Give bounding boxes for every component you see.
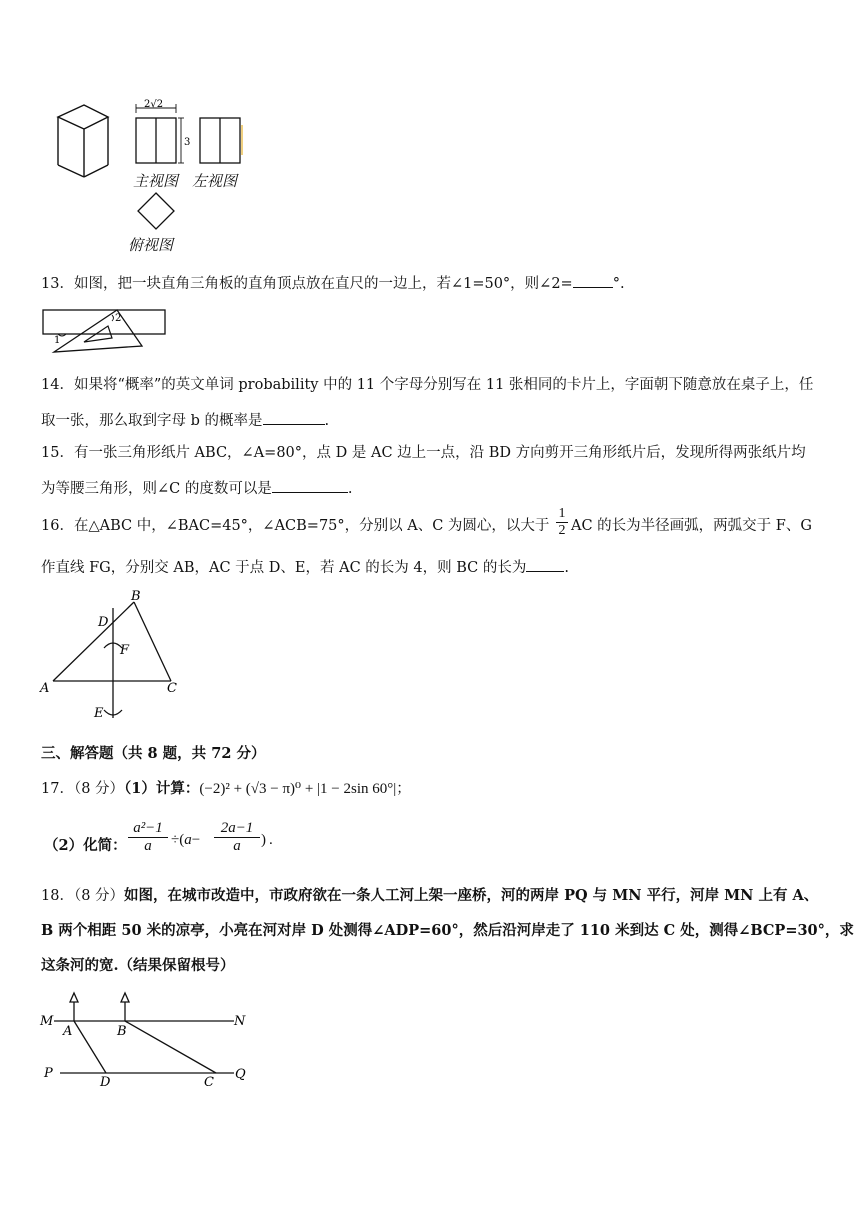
section3-title: 三、解答题（共 8 题，共 72 分）	[41, 745, 266, 762]
q17-part2-label: （2）化简：	[44, 837, 127, 854]
q16-answer-blank[interactable]	[526, 557, 564, 572]
q13-text-a: 如图，把一块直角三角板的直角顶点放在直尺的一边上，若∠1=50°，则∠2=	[73, 276, 573, 292]
dim-top-label: 2√2	[144, 99, 164, 110]
frac2	[214, 820, 260, 855]
q18-line2: B 两个相距 50 米的凉亭，小亮在河对岸 D 处测得∠ADP=60°，然后沿河岸走了 110 米到达 C 处，测得∠BCP=30°，求	[41, 922, 854, 939]
angle2-label: 2	[115, 313, 122, 324]
frac1	[128, 820, 168, 855]
q14-line1-text: 如果将“概率”的英文单词 probability 中的 11 个字母分别写在 11 张相同的卡片上，字面朝下随意放在桌子上，任	[73, 377, 814, 393]
label-C2: C	[204, 1075, 214, 1090]
q16-line1	[41, 516, 549, 536]
q17-part1-end: ；	[396, 781, 411, 797]
label-C: C	[167, 681, 177, 696]
label-M: M	[40, 1014, 54, 1029]
q18-line1-text: 如图，在城市改造中，市政府欲在一条人工河上架一座桥，河的两岸 PQ 与 MN 平行，河岸 MN 上有 A、	[124, 887, 819, 904]
q14-line2-end: .	[324, 413, 330, 429]
q16-number: 16．	[41, 518, 74, 534]
q16-fraction	[556, 506, 568, 539]
q16-line2-end: .	[564, 560, 569, 576]
front-view-drawing	[136, 104, 184, 163]
q14-line2	[41, 410, 329, 431]
q15-line1-text: 有一张三角形纸片 ABC，∠A=80°，点 D 是 AC 边上一点，沿 BD 方向剪开三角形纸片后，发现所得两张纸片均	[73, 445, 806, 461]
div-sign: ÷(a−	[171, 832, 201, 848]
label-E: E	[94, 706, 104, 721]
ruler-triangle-figure	[42, 306, 172, 356]
q14-answer-blank[interactable]	[263, 410, 325, 425]
label-B: B	[131, 589, 141, 604]
label-A2: A	[63, 1024, 73, 1039]
q17-number: 17．（8 分）	[41, 781, 125, 797]
q17-part1	[41, 779, 411, 799]
label-A: A	[40, 681, 50, 696]
q15-number: 15．	[41, 445, 74, 461]
q17-part1-expr: (−2)² + (√3 − π)⁰ + |1 − 2sin 60°|	[199, 781, 397, 797]
label-P: P	[44, 1066, 53, 1081]
q14-line2-text: 取一张，那么取到字母 b 的概率是	[41, 413, 263, 429]
q18-line3: 这条河的宽.（结果保留根号）	[41, 957, 235, 974]
q15-line2-text: 为等腰三角形，则∠C 的度数可以是	[41, 481, 272, 497]
label-D: D	[98, 615, 109, 630]
q16-line1b-wrap	[571, 516, 812, 536]
frac1-den: a	[144, 838, 152, 854]
q15-line1	[41, 443, 806, 463]
river-bridge-figure	[38, 988, 253, 1088]
q17-part2	[44, 836, 127, 856]
label-N: N	[234, 1014, 246, 1029]
q17-part1-label: （1）计算：	[124, 780, 200, 797]
q16-line2-text: 作直线 FG，分别交 AB，AC 于点 D、E，若 AC 的长为 4，则 BC 的长为	[41, 560, 527, 576]
left-view-drawing	[200, 118, 242, 163]
frac2-den: a	[233, 838, 241, 854]
q16-frac-num: 1	[556, 506, 568, 523]
q13-number: 13．	[41, 276, 74, 292]
label-D2: D	[100, 1075, 111, 1090]
dim-side-label: 3	[184, 137, 191, 148]
q16-line2	[41, 557, 569, 578]
q16-frac-den: 2	[558, 523, 566, 538]
top-view-drawing	[138, 193, 174, 229]
angle1-label: 1	[54, 335, 61, 346]
prism-solid	[58, 105, 108, 177]
triangle-abc-figure	[36, 588, 196, 728]
q18-number: 18．（8 分）	[41, 888, 125, 904]
front-view-label: 主视图	[133, 172, 179, 190]
q15-line2	[41, 478, 352, 499]
q16-line1a: 在△ABC 中，∠BAC=45°，∠ACB=75°，分别以 A、C 为圆心，以大于	[73, 518, 550, 534]
label-B2: B	[117, 1024, 127, 1039]
frac2-num: 2a−1	[214, 820, 260, 838]
top-view-label: 俯视图	[128, 236, 174, 254]
q18-line1	[41, 886, 818, 906]
label-F: F	[120, 643, 130, 658]
q15-answer-blank[interactable]	[272, 478, 348, 493]
q16-line1b: AC 的长为半径画弧，两弧交于 F、G	[571, 518, 812, 534]
q14-line1	[41, 375, 813, 395]
close-paren: )	[261, 832, 266, 848]
label-Q: Q	[235, 1067, 246, 1082]
left-view-label: 左视图	[192, 172, 238, 190]
q13-text	[41, 273, 625, 294]
q13-answer-blank[interactable]	[573, 273, 613, 288]
frac1-num: a²−1	[128, 820, 168, 838]
q17-part2-end: .	[269, 832, 273, 848]
q13-text-b: °.	[612, 276, 625, 292]
q15-line2-end: .	[347, 481, 353, 497]
q14-number: 14．	[41, 377, 74, 393]
